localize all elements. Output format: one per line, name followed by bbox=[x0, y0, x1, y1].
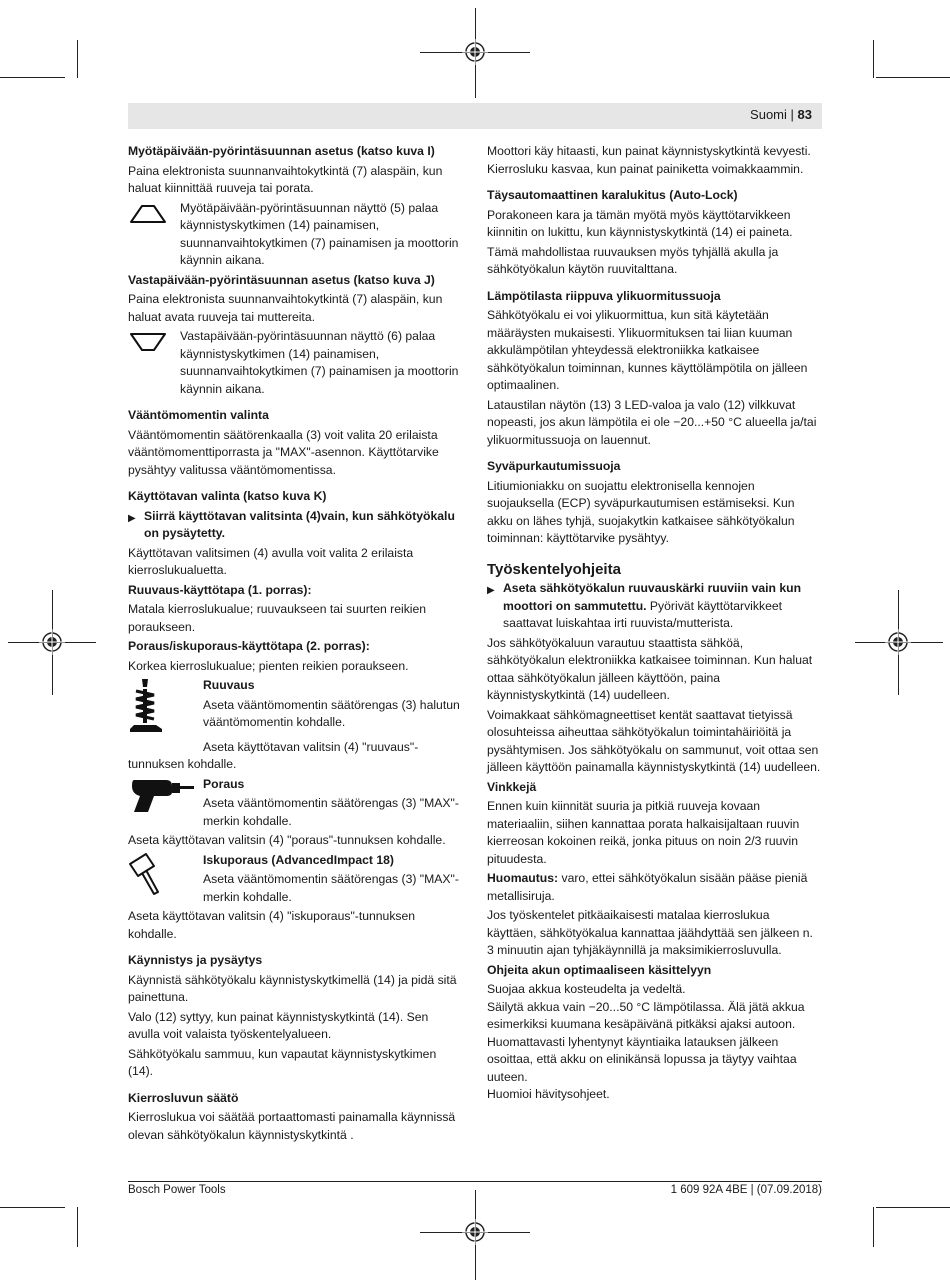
subheading: Ruuvaus-käyttötapa (1. porras): bbox=[128, 582, 312, 597]
section-heading: Lämpötilasta riippuva ylikuormitussuoja bbox=[487, 288, 721, 303]
paragraph: Lataustilan näytön (13) 3 LED-valoa ja valo (12) vilkkuvat nopeasti, jos akun lämpötila ei ole −20...+50 °C alueella ja/tai ylikuormitussuoja on lauennut. bbox=[487, 397, 817, 447]
subheading: Poraus/iskuporaus-käyttötapa (2. porras): bbox=[128, 639, 370, 653]
section-heading: Ohjeita akun optimaaliseen käsittelyyn bbox=[487, 962, 712, 977]
drill-mode-block bbox=[128, 776, 462, 833]
section-name: Suomi bbox=[750, 107, 787, 122]
crop-mark bbox=[873, 1207, 874, 1247]
crop-mark bbox=[0, 77, 65, 78]
section-heading: Vääntömomentin valinta bbox=[128, 408, 269, 422]
bullet-arrow-icon: ▶ bbox=[487, 585, 495, 596]
registration-target-icon bbox=[462, 1219, 488, 1245]
paragraph: Sähkötyökalu sammuu, kun vapautat käynnistyskytkimen (14). bbox=[128, 1046, 437, 1078]
paragraph: Litiumioniakku on suojattu elektronisella kennojen suojauksella (ECP) syväpurkautumisen estämiseksi. Kun akku on lähes tyhjä, suojakytkin katkaisee sähkötyökalun toiminnan: käyttötarvike pysähtyy. bbox=[487, 478, 795, 545]
mode-label: Poraus bbox=[203, 776, 245, 791]
mode-label: Iskuporaus (AdvancedImpact 18) bbox=[203, 852, 394, 867]
registration-target-icon bbox=[462, 39, 488, 65]
screwdriving-icon bbox=[128, 677, 166, 733]
paragraph: Suojaa akkua kosteudelta ja vedeltä. bbox=[487, 982, 686, 996]
section-heading: Syväpurkautumissuoja bbox=[487, 459, 621, 473]
paragraph: Säilytä akkua vain −20...50 °C lämpötilassa. Älä jätä akkua esimerkiksi kuumana kesäpäivänä pitkäksi ajaksi autoon. bbox=[487, 999, 805, 1031]
footer-rule bbox=[128, 1181, 822, 1182]
bullet-item: ▶ Aseta sähkötyökalun ruuvauskärki ruuviin vain kun moottori on sammutettu. Pyörivät käyttötarvikkeet saattavat luiskahtaa irti ruuvista/mutterista. bbox=[487, 580, 821, 633]
paragraph: Paina elektronista suunnanvaihtokytkintä (7) alaspäin, kun haluat avata ruuveja tai muttereita. bbox=[128, 292, 443, 324]
page-header bbox=[128, 103, 822, 129]
section-heading: Käynnistys ja pysäytys bbox=[128, 953, 263, 967]
paragraph: Tämä mahdollistaa ruuvauksen myös tyhjällä akulla ja sähkötyökalun käytön ruuvitalttana. bbox=[487, 244, 779, 276]
section-heading: Käyttötavan valinta (katso kuva K) bbox=[128, 489, 327, 503]
hammer-icon bbox=[128, 852, 168, 896]
section-heading: Vinkkejä bbox=[487, 779, 537, 794]
page-number: 83 bbox=[797, 107, 812, 122]
counterclockwise-indicator-icon bbox=[128, 330, 168, 354]
bullet-arrow-icon: ▶ bbox=[128, 512, 136, 524]
screw-mode-block bbox=[128, 677, 462, 739]
section-heading: Täysautomaattinen karalukitus (Auto-Lock) bbox=[487, 188, 738, 202]
paragraph: Paina elektronista suunnanvaihtokytkintä (7) alaspäin, kun haluat kiinnittää ruuveja tai porata. bbox=[128, 163, 443, 195]
section-heading: Myötäpäivään-pyörintäsuunnan asetus (katso kuva I) bbox=[128, 144, 435, 158]
paragraph: Käynnistä sähkötyökalu käynnistyskytkimellä (14) ja pidä sitä painettuna. bbox=[128, 972, 457, 1004]
note-paragraph: Huomautus: varo, ettei sähkötyökalun sisään pääse pieniä metallisiruja. bbox=[487, 871, 808, 903]
paragraph: Huomioi hävitysohjeet. bbox=[487, 1087, 610, 1101]
paragraph: Vääntömomentin säätörenkaalla (3) voit valita 20 erilaista vääntömomenttiporrasta ja "MAX"-asennon. Käyttötarvike pysähtyy valitussa vääntömomentissa. bbox=[128, 427, 439, 477]
registration-target-icon bbox=[885, 629, 911, 655]
chapter-heading: Työskentelyohjeita bbox=[487, 560, 621, 578]
paragraph: Jos sähkötyökaluun varautuu staattista sähköä, sähkötyökalun elektroniikka katkaisee toiminnan. Kun haluat ottaa sähkötyökalun jälleen käyttöön, paina käynnistyskytkintä (14) uudelleen. bbox=[487, 635, 813, 702]
drill-icon bbox=[128, 776, 196, 814]
paragraph: Aseta vääntömomentin säätörengas (3) "MAX"-merkin kohdalle. bbox=[203, 872, 459, 904]
paragraph: Moottori käy hitaasti, kun painat käynnistyskytkintä kevyesti. Kierrosluku kasvaa, kun painat painiketta voimakkaammin. bbox=[487, 144, 811, 176]
paragraph: Aseta vääntömomentin säätörengas (3) "MAX"-merkin kohdalle. bbox=[203, 796, 459, 828]
crop-mark bbox=[0, 1207, 65, 1208]
paragraph: Käyttötavan valitsimen (4) avulla voit valita 2 erilaista kierroslukualuetta. bbox=[128, 545, 414, 577]
right-column bbox=[487, 143, 821, 1104]
crop-mark bbox=[77, 40, 78, 78]
clockwise-indicator-icon bbox=[128, 202, 168, 226]
paragraph: Aseta vääntömomentin säätörengas (3) halutun vääntömomentin kohdalle. bbox=[203, 697, 460, 729]
paragraph: Sähkötyökalu ei voi ylikuormittua, kun sitä käytetään määräysten mukaisesti. Ylikuormituksen tai liian kuuman akkulämpötilan yhteydessä elektroniikka katkaisee sähkötyökalun toiminnan, kunnes käyttölämpötila on jälleen optimaalinen. bbox=[487, 308, 808, 392]
cw-indicator-row bbox=[128, 200, 462, 270]
paragraph: Korkea kierroslukualue; pienten reikien poraukseen. bbox=[128, 658, 409, 673]
left-column bbox=[128, 143, 462, 1146]
mode-label: Ruuvaus bbox=[203, 678, 255, 692]
crop-mark bbox=[77, 1207, 78, 1247]
paragraph: Kierroslukua voi säätää portaattomasti painamalla käynnissä olevan sähkötyökalun käynnistyskytkintä . bbox=[128, 1110, 456, 1142]
paragraph: Aseta käyttötavan valitsin (4) "iskuporaus"-tunnuksen kohdalle. bbox=[128, 909, 416, 941]
crop-mark bbox=[876, 1207, 950, 1208]
section-heading: Vastapäivään-pyörintäsuunnan asetus (katso kuva J) bbox=[128, 272, 435, 287]
bullet-item: ▶ Siirrä käyttötavan valitsinta (4)vain, kun sähkötyökalu on pysäytetty. bbox=[128, 508, 462, 543]
footer-brand: Bosch Power Tools bbox=[128, 1184, 226, 1196]
crop-mark bbox=[876, 77, 950, 78]
impact-mode-block bbox=[128, 852, 462, 909]
registration-target-icon bbox=[39, 629, 65, 655]
ccw-indicator-row bbox=[128, 328, 462, 398]
paragraph: Porakoneen kara ja tämän myötä myös käyttötarvikkeen kiinnitin on lukittu, kun käynnistyskytkintä (14) ei paineta. bbox=[487, 207, 793, 239]
paragraph: Vastapäivään-pyörintäsuunnan näyttö (6) palaa käynnistyskytkimen (14) painamisen, suunnanvaihtokytkimen (7) painamisen ja moottorin käynnin aikana. bbox=[180, 329, 459, 396]
footer-doc-id: 1 609 92A 4BE | (07.09.2018) bbox=[670, 1184, 822, 1196]
paragraph: Aseta käyttötavan valitsin (4) "poraus"-tunnuksen kohdalle. bbox=[128, 833, 446, 847]
paragraph: Jos työskentelet pitkäaikaisesti matalaa kierroslukua käyttäen, sähkötyökalua kannattaa jäähdyttää sen jälkeen n. 3 minuutin ajan tyhjäkäynnillä ja maksimikierrosluvulla. bbox=[487, 908, 813, 957]
section-heading: Kierrosluvun säätö bbox=[128, 1090, 239, 1105]
paragraph: Myötäpäivään-pyörintäsuunnan näyttö (5) palaa käynnistyskytkimen (14) painamisen, suunnanvaihtokytkimen (7) painamisen ja moottorin käynnin aikana. bbox=[180, 200, 459, 267]
paragraph: Ennen kuin kiinnität suuria ja pitkiä ruuveja kovaan materiaaliin, siihen kannattaa porata halkaisijaltaan ruuvin kierreosan kokoinen reikä, jonka pituus on noin 2/3 ruuvin pituudesta. bbox=[487, 799, 800, 866]
paragraph: Voimakkaat sähkömagneettiset kentät saattavat tietyissä olosuhteissa aiheuttaa sähkötyökalun toimintahäiriöitä ja pysähtymisen. Jos sähkötyökalu on sammunut, voit ottaa sen jälleen käyttöön painamalla käynnistyskytkintä (14) uudelleen. bbox=[487, 707, 821, 774]
paragraph: Aseta käyttötavan valitsin (4) "ruuvaus"-tunnuksen kohdalle. bbox=[128, 739, 419, 771]
paragraph: Valo (12) syttyy, kun painat käynnistyskytkintä (14). Sen avulla voit valaista työskentelyalueen. bbox=[128, 1009, 429, 1041]
paragraph: Matala kierroslukualue; ruuvaukseen tai suurten reikien poraukseen. bbox=[128, 602, 427, 634]
paragraph: Huomattavasti lyhentynyt käyntiaika latauksen jälkeen osoittaa, että akku on elinikänsä lopussa ja täytyy vaihtaa uuteen. bbox=[487, 1034, 797, 1084]
crop-mark bbox=[873, 40, 874, 78]
header-label: Suomi | 83 bbox=[750, 107, 812, 122]
